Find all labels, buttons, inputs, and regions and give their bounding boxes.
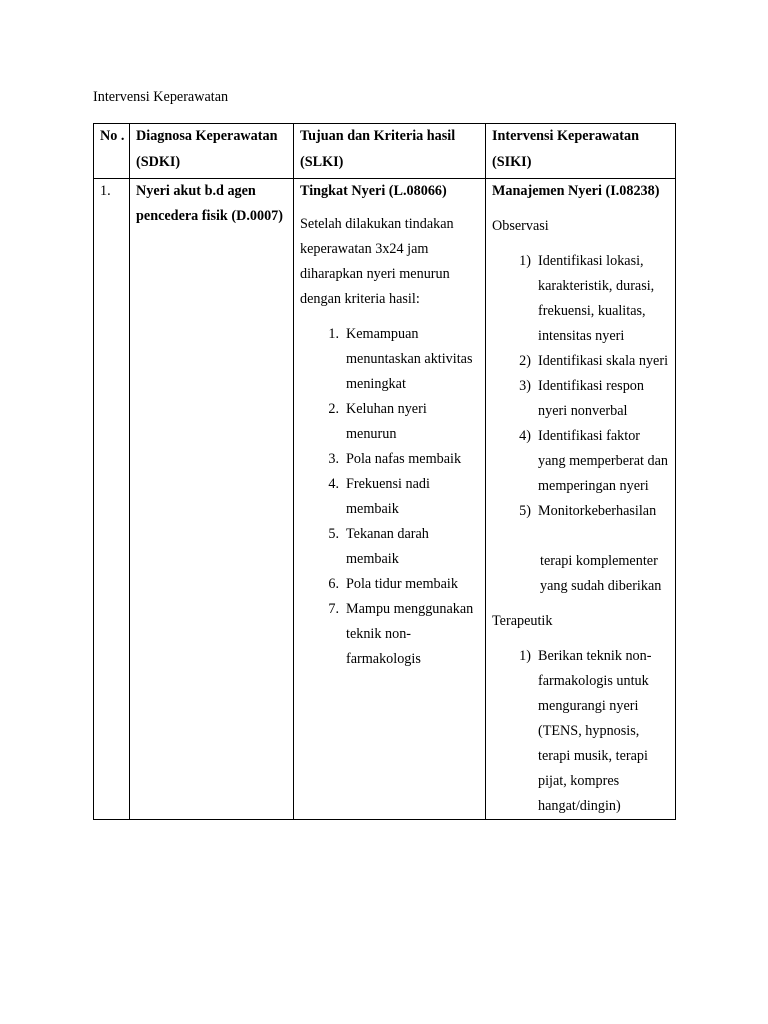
column-header-diagnosa: Diagnosa Keperawatan (SDKI)	[130, 124, 294, 179]
outcome-title: Tingkat Nyeri (L.08066)	[300, 183, 447, 199]
list-marker: 7.	[328, 601, 339, 617]
list-text: Tekanan darah membaik	[346, 526, 429, 567]
outcome-intro: Setelah dilakukan tindakan keperawatan 3x24 jam diharapkan nyeri menurun dengan kriteria hasil:	[300, 216, 454, 307]
criteria-list	[300, 322, 479, 672]
list-marker: 6.	[328, 576, 339, 592]
page-heading: Intervensi Keperawatan	[93, 89, 229, 105]
list-item	[300, 522, 479, 572]
observasi-list	[492, 249, 669, 524]
list-item	[300, 597, 479, 672]
terapeutik-list	[492, 644, 669, 819]
list-item	[492, 424, 669, 499]
list-text: Pola tidur membaik	[346, 576, 458, 592]
column-header-tujuan: Tujuan dan Kriteria hasil (SLKI)	[294, 124, 486, 179]
list-text: Mampu menggunakan teknik non- farmakologis	[346, 601, 474, 667]
list-item	[492, 249, 669, 349]
list-item	[492, 349, 669, 374]
list-text: Kemampuan menuntaskan aktivitas meningkat	[346, 326, 473, 392]
list-marker: 3)	[519, 378, 531, 394]
list-item	[300, 572, 479, 597]
terapeutik-label: Terapeutik	[492, 613, 553, 629]
list-marker: 2.	[328, 401, 339, 417]
row-number: 1.	[94, 179, 130, 820]
list-text: Identifikasi respon nyeri nonverbal	[538, 378, 644, 419]
column-header-intervensi: Intervensi Keperawatan (SIKI)	[486, 124, 676, 179]
observasi-label: Observasi	[492, 218, 549, 234]
list-text: Identifikasi lokasi, karakteristik, durasi, frekuensi, kualitas, intensitas nyeri	[538, 253, 655, 344]
list-text: Identifikasi skala nyeri	[538, 353, 669, 369]
diagnosis-cell: Nyeri akut b.d agen pencedera fisik (D.0007)	[130, 179, 294, 820]
list-item	[492, 374, 669, 424]
list-item	[300, 472, 479, 522]
observasi-continuation: terapi komplementer yang sudah diberikan	[540, 553, 662, 594]
list-item	[300, 397, 479, 447]
list-marker: 2)	[519, 353, 531, 369]
list-marker: 5)	[519, 503, 531, 519]
table-header-row	[94, 124, 676, 179]
list-text: Monitorkeberhasilan	[538, 503, 657, 519]
nursing-intervention-table	[93, 123, 676, 820]
list-text: Keluhan nyeri menurun	[346, 401, 427, 442]
intervention-cell	[486, 179, 676, 820]
list-item	[492, 499, 669, 524]
list-text: Pola nafas membaik	[346, 451, 462, 467]
list-marker: 4)	[519, 428, 531, 444]
list-item	[300, 322, 479, 397]
list-text: Berikan teknik non-farmakologis untuk mengurangi nyeri (TENS, hypnosis, terapi musik, terapi pijat, kompres hangat/dingin)	[538, 648, 652, 814]
list-text: Identifikasi faktor yang memperberat dan memperingan nyeri	[538, 428, 668, 494]
list-item	[300, 447, 479, 472]
list-marker: 5.	[328, 526, 339, 542]
outcome-cell	[294, 179, 486, 820]
list-marker: 1)	[519, 253, 531, 269]
list-marker: 3.	[328, 451, 339, 467]
intervention-title: Manajemen Nyeri (I.08238)	[492, 183, 660, 199]
table-row	[94, 179, 676, 820]
list-item	[492, 644, 669, 819]
list-text: Frekuensi nadi membaik	[346, 476, 430, 517]
list-marker: 1)	[519, 648, 531, 664]
list-marker: 4.	[328, 476, 339, 492]
list-marker: 1.	[328, 326, 339, 342]
column-header-no: No .	[94, 124, 130, 179]
